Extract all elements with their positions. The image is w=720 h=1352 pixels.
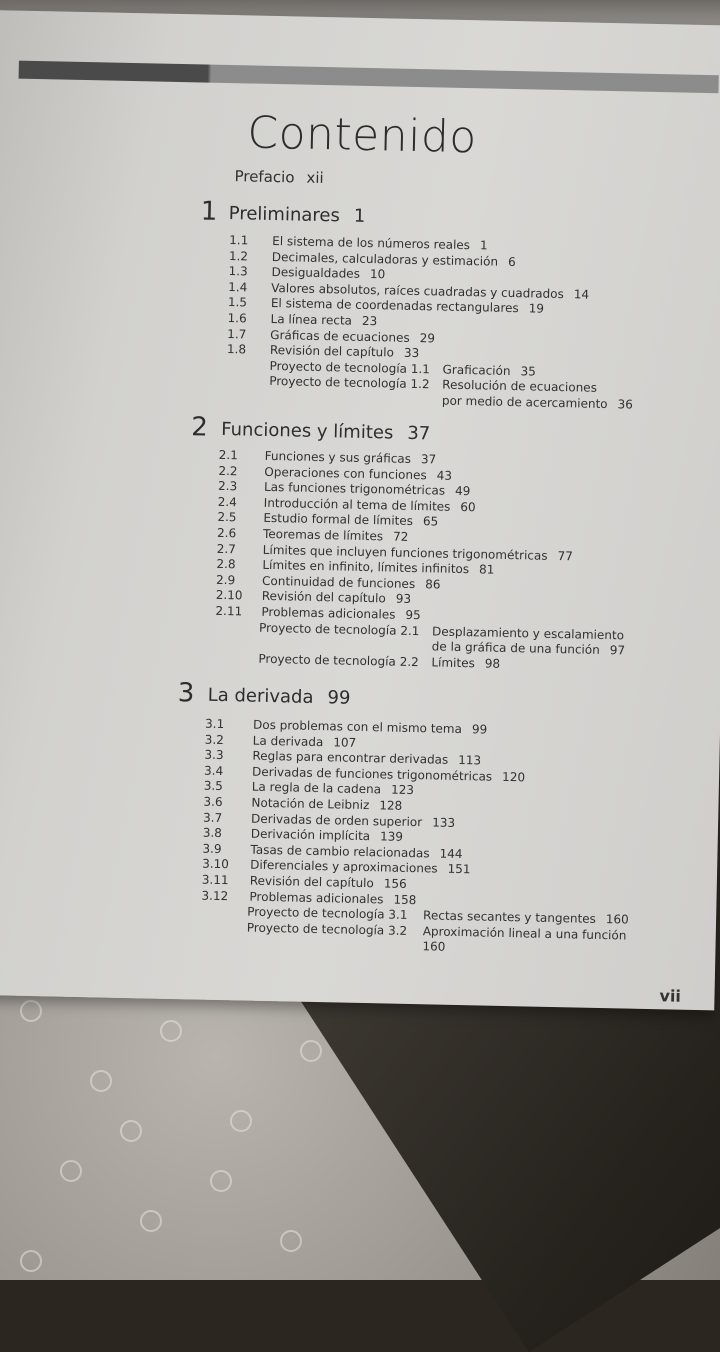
embroidery-flower (160, 1020, 182, 1042)
project-page: 36 (617, 397, 634, 412)
section-title-text: Revisión del capítulo (261, 589, 386, 606)
section-page: 158 (393, 892, 417, 907)
section-page: 1 (479, 238, 488, 253)
chapter-page: 99 (327, 687, 351, 709)
section-title-text: Revisión del capítulo (269, 343, 395, 360)
project-title-text: Graficación (442, 362, 511, 378)
page-number: vii (659, 986, 682, 1006)
section-page: 99 (471, 722, 488, 737)
section-page: 77 (557, 548, 574, 563)
section-number: 2.10 (215, 588, 243, 603)
section-number: 2.5 (217, 510, 237, 525)
embroidery-flower (120, 1120, 142, 1142)
section-title-text: Decimales, calculadoras y estimación (271, 249, 499, 269)
section-number: 2.2 (218, 463, 238, 478)
section-number: 3.2 (204, 732, 225, 747)
section-number: 1.3 (228, 264, 248, 279)
section-number: 3.12 (201, 888, 229, 903)
section-number: 3.8 (202, 825, 223, 841)
project-page: 97 (609, 643, 626, 658)
section-number: 3.5 (203, 779, 224, 794)
project-page: 160 (605, 912, 629, 927)
section-number: 2.11 (215, 603, 243, 619)
section-title-text: Derivadas de orden superior (250, 811, 423, 829)
preface-label: Prefacio (234, 167, 295, 187)
section-title (270, 312, 377, 328)
book-page (0, 10, 720, 1010)
section-title (271, 265, 385, 281)
section-title (270, 328, 435, 345)
section-page: 133 (432, 815, 456, 830)
project-label: Proyecto de tecnología 3.1 (247, 904, 408, 923)
section-title (249, 889, 416, 906)
section-title-text: Introducción al tema de límites (263, 495, 451, 514)
section-number: 2.1 (218, 447, 238, 463)
chapter-title (229, 203, 366, 227)
section-number: 1.8 (226, 342, 247, 357)
section-page: 144 (439, 846, 463, 861)
section-title-text: Tasas de cambio relacionadas (250, 842, 430, 861)
section-page: 43 (436, 468, 453, 483)
section-number: 3.6 (203, 794, 223, 810)
embroidery-flower (300, 1040, 322, 1062)
project-title-line (442, 362, 536, 378)
section-number: 2.6 (216, 525, 237, 541)
section-title-text: El sistema de los números reales (272, 233, 471, 253)
project-title-text: de la gráfica de una función (431, 639, 600, 658)
section-title (251, 827, 404, 844)
section-title (270, 343, 420, 360)
section-page: 81 (478, 562, 495, 577)
section-title-text: La línea recta (270, 311, 353, 328)
chapter-title (207, 685, 350, 709)
section-page: 72 (392, 529, 409, 544)
section-page: 65 (422, 514, 439, 529)
section-title-text: Problemas adicionales (249, 889, 384, 906)
chapter-number: 2 (190, 412, 209, 443)
project-title-text: por medio de acercamiento (441, 393, 608, 411)
section-title (253, 733, 357, 749)
section-page: 29 (419, 330, 436, 345)
project-title-line (442, 378, 597, 395)
section-title-text: Diferenciales y aproximaciones (250, 857, 438, 876)
section-list (200, 717, 665, 960)
section-page: 49 (454, 484, 471, 499)
section-title-text: Problemas adicionales (261, 604, 396, 622)
preface-page: xii (306, 168, 324, 188)
chapter-number: 3 (177, 678, 195, 709)
preface-entry (234, 167, 323, 187)
section-page: 10 (369, 267, 386, 282)
section-title-text: Gráficas de ecuaciones (270, 327, 410, 345)
section-title-text: Funciones y sus gráficas (264, 448, 412, 466)
section-title-text: Notación de Leibniz (251, 795, 370, 813)
section-title (262, 589, 412, 606)
header-bar (19, 61, 719, 94)
project-label: Proyecto de tecnología 1.1 (269, 358, 431, 377)
project-page: 35 (520, 363, 536, 379)
section-number: 3.1 (204, 716, 225, 732)
page-title: Contenido (246, 107, 478, 164)
section-number: 3.10 (202, 856, 230, 872)
section-title (251, 796, 402, 813)
section-number: 3.4 (203, 763, 224, 778)
section-title-text: La regla de la cadena (251, 780, 382, 797)
section-title-text: Dos problemas con el mismo tema (252, 717, 463, 737)
section-number: 1.4 (228, 279, 248, 295)
section-page: 93 (395, 591, 412, 607)
section-title-text: Las funciones trigonométricas (263, 480, 446, 498)
project-title-text: Resolución de ecuaciones (442, 377, 598, 396)
section-number: 1.6 (227, 311, 247, 326)
section-page: 95 (405, 607, 421, 623)
project-title-line (423, 924, 627, 942)
section-title-text: Valores absolutos, raíces cuadradas y cuadrados (271, 280, 564, 301)
section-number: 1.1 (229, 233, 249, 248)
embroidery-flower (210, 1170, 232, 1192)
section-title-text: Estudio formal de límites (263, 511, 414, 529)
section-page: 107 (333, 734, 357, 750)
project-label: Proyecto de tecnología 3.2 (246, 920, 408, 938)
section-title-text: Límites en infinito, límites infinitos (262, 557, 470, 577)
project-page: 98 (484, 656, 501, 671)
project-title-text: Rectas secantes y tangentes (422, 908, 597, 927)
section-title (263, 511, 438, 529)
section-page: 113 (458, 753, 482, 768)
section-page: 86 (425, 576, 441, 592)
section-number: 2.8 (216, 557, 236, 572)
embroidery-flower (230, 1110, 252, 1132)
chapter-number: 1 (200, 196, 218, 227)
embroidery-flower (140, 1210, 162, 1232)
project-label: Proyecto de tecnología 2.1 (258, 620, 420, 638)
chapter-title-text: Funciones y límites (221, 418, 394, 444)
section-title-text: Desigualdades (271, 265, 361, 281)
project-label: Proyecto de tecnología 1.2 (269, 374, 430, 392)
section-page: 139 (379, 829, 404, 844)
section-title-text: Operaciones con funciones (264, 464, 427, 482)
section-page: 23 (361, 313, 378, 329)
section-title-text: Límites que incluyen funciones trigonométricas (262, 542, 548, 563)
project-title-text: Desplazamiento y escalamiento (431, 623, 625, 642)
section-list (226, 233, 689, 414)
section-title (265, 449, 437, 467)
section-title-text: La derivada (252, 733, 324, 749)
section-list (214, 448, 678, 676)
section-page: 120 (502, 769, 526, 785)
embroidery-flower (20, 1250, 42, 1272)
chapter-title (221, 419, 430, 444)
project-title-text: Aproximación lineal a una función (422, 923, 627, 943)
chapter-title-text: Preliminares (228, 203, 341, 227)
chapter-page: 37 (407, 422, 431, 445)
section-number: 2.4 (217, 494, 237, 510)
embroidery-flower (280, 1230, 302, 1252)
section-number: 2.7 (216, 541, 237, 556)
section-title-text: Reglas para encontrar derivadas (252, 748, 449, 767)
section-page: 14 (573, 287, 590, 302)
section-title (261, 605, 421, 622)
section-page: 123 (390, 782, 415, 798)
section-title (250, 874, 407, 891)
section-number: 2.3 (217, 479, 238, 494)
section-number: 3.9 (202, 841, 222, 856)
section-number: 3.7 (202, 810, 223, 825)
project-label: Proyecto de tecnología 2.2 (258, 651, 419, 669)
embroidery-flower (20, 1000, 42, 1022)
section-page: 128 (379, 798, 403, 813)
section-title (262, 574, 441, 592)
section-page: 151 (447, 862, 471, 877)
section-page: 33 (403, 345, 420, 361)
embroidery-flower (90, 1070, 112, 1092)
section-number: 3.11 (201, 872, 229, 888)
section-number: 3.3 (204, 747, 224, 763)
chapter-page: 1 (353, 205, 366, 227)
section-page: 60 (460, 499, 476, 515)
section-title-text: Continuidad de funciones (261, 573, 416, 591)
section-number: 1.2 (228, 248, 249, 264)
section-number: 1.5 (227, 295, 248, 310)
section-page: 6 (507, 254, 516, 269)
section-page: 156 (383, 876, 407, 891)
section-title-text: Teoremas de límites (262, 526, 384, 544)
section-title-text: Revisión del capítulo (249, 873, 374, 891)
section-title (263, 527, 409, 544)
section-number: 1.7 (227, 326, 247, 342)
section-page: 37 (420, 452, 437, 467)
section-title (252, 780, 414, 797)
section-title-text: El sistema de coordenadas rectangulares (270, 296, 519, 316)
chapter-title-text: La derivada (207, 684, 314, 708)
project-title-line (442, 393, 633, 411)
section-page: 19 (528, 301, 545, 317)
section-title-text: Derivadas de funciones trigonométricas (251, 764, 493, 784)
project-title-line (431, 655, 500, 670)
embroidery-flower (60, 1160, 82, 1182)
project-title-text: Límites (431, 655, 475, 671)
section-title-text: Derivación implícita (250, 826, 371, 844)
project-page: 160 (422, 939, 446, 955)
section-number: 2.9 (215, 572, 236, 588)
